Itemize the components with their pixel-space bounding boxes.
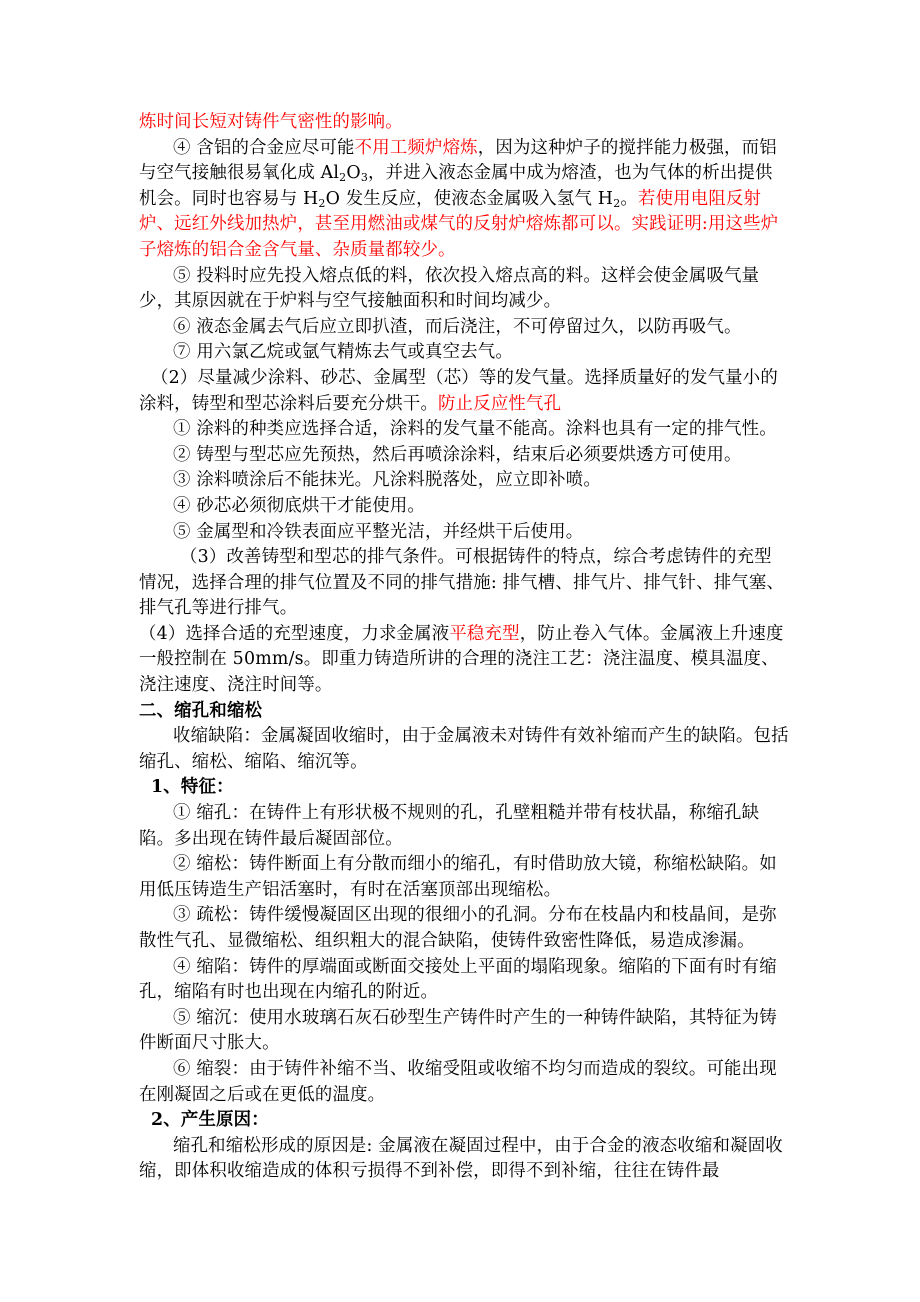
text-run: O 发生反应，使液态金属吸入氢气 H xyxy=(325,188,614,209)
subscript: 2 xyxy=(318,196,326,210)
paragraph xyxy=(139,622,789,699)
paragraph xyxy=(139,110,789,136)
section-heading: 二、缩孔和缩松 xyxy=(139,700,263,721)
highlighted-text: 防止反应性气孔 xyxy=(438,393,562,414)
highlighted-text: 若使用电阻反射炉、远红外线加热炉，甚至用燃油或煤气的反射炉熔炼都可以。实践证明:用这些炉子熔炼的铝合金含气量、杂质量都较少。 xyxy=(139,188,779,260)
paragraph: ② 缩松：铸件断面上有分散而细小的缩孔，有时借助放大镜，称缩松缺陷。如用低压铸造生产铝活塞时，有时在活塞顶部出现缩松。 xyxy=(139,854,777,900)
subscript: 2 xyxy=(613,196,621,210)
paragraph: 收缩缺陷：金属凝固收缩时，由于金属液未对铸件有效补缩而产生的缺陷。包括缩孔、缩松、缩陷、缩沉等。 xyxy=(139,726,789,772)
paragraph: ⑦ 用六氯乙烷或氩气精炼去气或真空去气。 xyxy=(173,342,513,363)
paragraph: ③ 疏松：铸件缓慢凝固区出现的很细小的孔洞。分布在枝晶内和枝晶间，是弥散性气孔、显微缩松、组织粗大的混合缺陷，使铸件致密性降低，易造成渗漏。 xyxy=(139,905,777,951)
paragraph: ④ 缩陷：铸件的厚端面或断面交接处上平面的塌陷现象。缩陷的下面有时有缩孔，缩陷有时也出现在内缩孔的附近。 xyxy=(139,956,777,1003)
highlighted-text: 不用工频炉熔炼 xyxy=(354,137,478,158)
text-run: ④ 含铝的合金应尽可能 xyxy=(173,137,355,158)
paragraph: ⑥ 缩裂：由于铸件补缩不当、收缩受阻或收缩不均匀而造成的裂纹。可能出现在刚凝固之后或在更低的温度。 xyxy=(139,1058,777,1105)
subscript: 3 xyxy=(360,171,369,185)
text-run: （4）选择合适的充型速度，力求金属液 xyxy=(139,623,450,644)
paragraph: （3）改善铸型和型芯的排气条件。可根据铸件的特点，综合考虑铸件的充型情况，选择合理的排气位置及不同的排气措施: 排气槽、排气片、排气针、排气塞、排气孔等进行排气。 xyxy=(139,547,785,619)
text-run: ，因为这种炉子的搅拌能力极强，而铝与空气接触很易氧化成 Al xyxy=(139,137,777,184)
text-run: ，并进入液态金属中成为熔渣，也为气体的析出提供机会。同时也容易与 H xyxy=(139,163,773,209)
paragraph: ① 缩孔：在铸件上有形状极不规则的孔，孔壁粗糙并带有枝状晶，称缩孔缺陷。多出现在铸件最后凝固部位。 xyxy=(139,803,760,849)
subsection-heading: 2、产生原因： xyxy=(151,1110,269,1131)
paragraph: ⑥ 液态金属去气后应立即扒渣，而后浇注，不可停留过久，以防再吸气。 xyxy=(173,316,742,337)
subsection-heading: 1、特征： xyxy=(151,777,234,798)
paragraph: ⑤ 金属型和冷铁表面应平整光洁，并经烘干后使用。 xyxy=(173,521,584,542)
paragraph: 缩孔和缩松形成的原因是: 金属液在凝固过程中，由于合金的液态收缩和凝固收缩，即体积收缩造成的体积亏损得不到补偿，即得不到补缩，往往在铸件最 xyxy=(139,1135,783,1182)
subscript: 2 xyxy=(339,171,347,185)
paragraph: ② 铸型与型芯应先预热，然后再喷涂涂料，结束后必须要烘透方可使用。 xyxy=(173,444,742,465)
document-body xyxy=(139,110,789,1185)
highlighted-text: 平稳充型 xyxy=(449,623,520,644)
paragraph: ⑤ 缩沉：使用水玻璃石灰石砂型生产铸件时产生的一种铸件缺陷，其特征为铸件断面尺寸胀大。 xyxy=(139,1007,777,1054)
paragraph: ① 涂料的种类应选择合适，涂料的发气量不能高。涂料也具有一定的排气性。 xyxy=(173,419,777,440)
highlighted-text: 炼时间长短对铸件气密性的影响。 xyxy=(139,112,403,132)
paragraph xyxy=(139,136,789,264)
paragraph xyxy=(139,366,789,417)
paragraph: ④ 砂芯必须彻底烘干才能使用。 xyxy=(173,495,425,516)
text-run: 。 xyxy=(620,188,638,209)
text-run: ，防止卷入气体。金属液上升速度一般控制在 50mm/s。即重力铸造所讲的合理的浇注工艺：浇注温度、模具温度、浇注速度、浇注时间等。 xyxy=(139,623,784,696)
text-run: O xyxy=(346,163,361,184)
paragraph: ③ 涂料喷涂后不能抹光。凡涂料脱落处，应立即补喷。 xyxy=(173,470,601,491)
paragraph: ⑤ 投料时应先投入熔点低的料，依次投入熔点高的料。这样会使金属吸气量少，其原因就在于炉料与空气接触面积和时间均减少。 xyxy=(139,265,760,312)
text-run: （2）尽量减少涂料、砂芯、金属型（芯）等的发气量。选择质量好的发气量小的涂料，铸型和型芯涂料后要充分烘干。 xyxy=(139,367,778,414)
